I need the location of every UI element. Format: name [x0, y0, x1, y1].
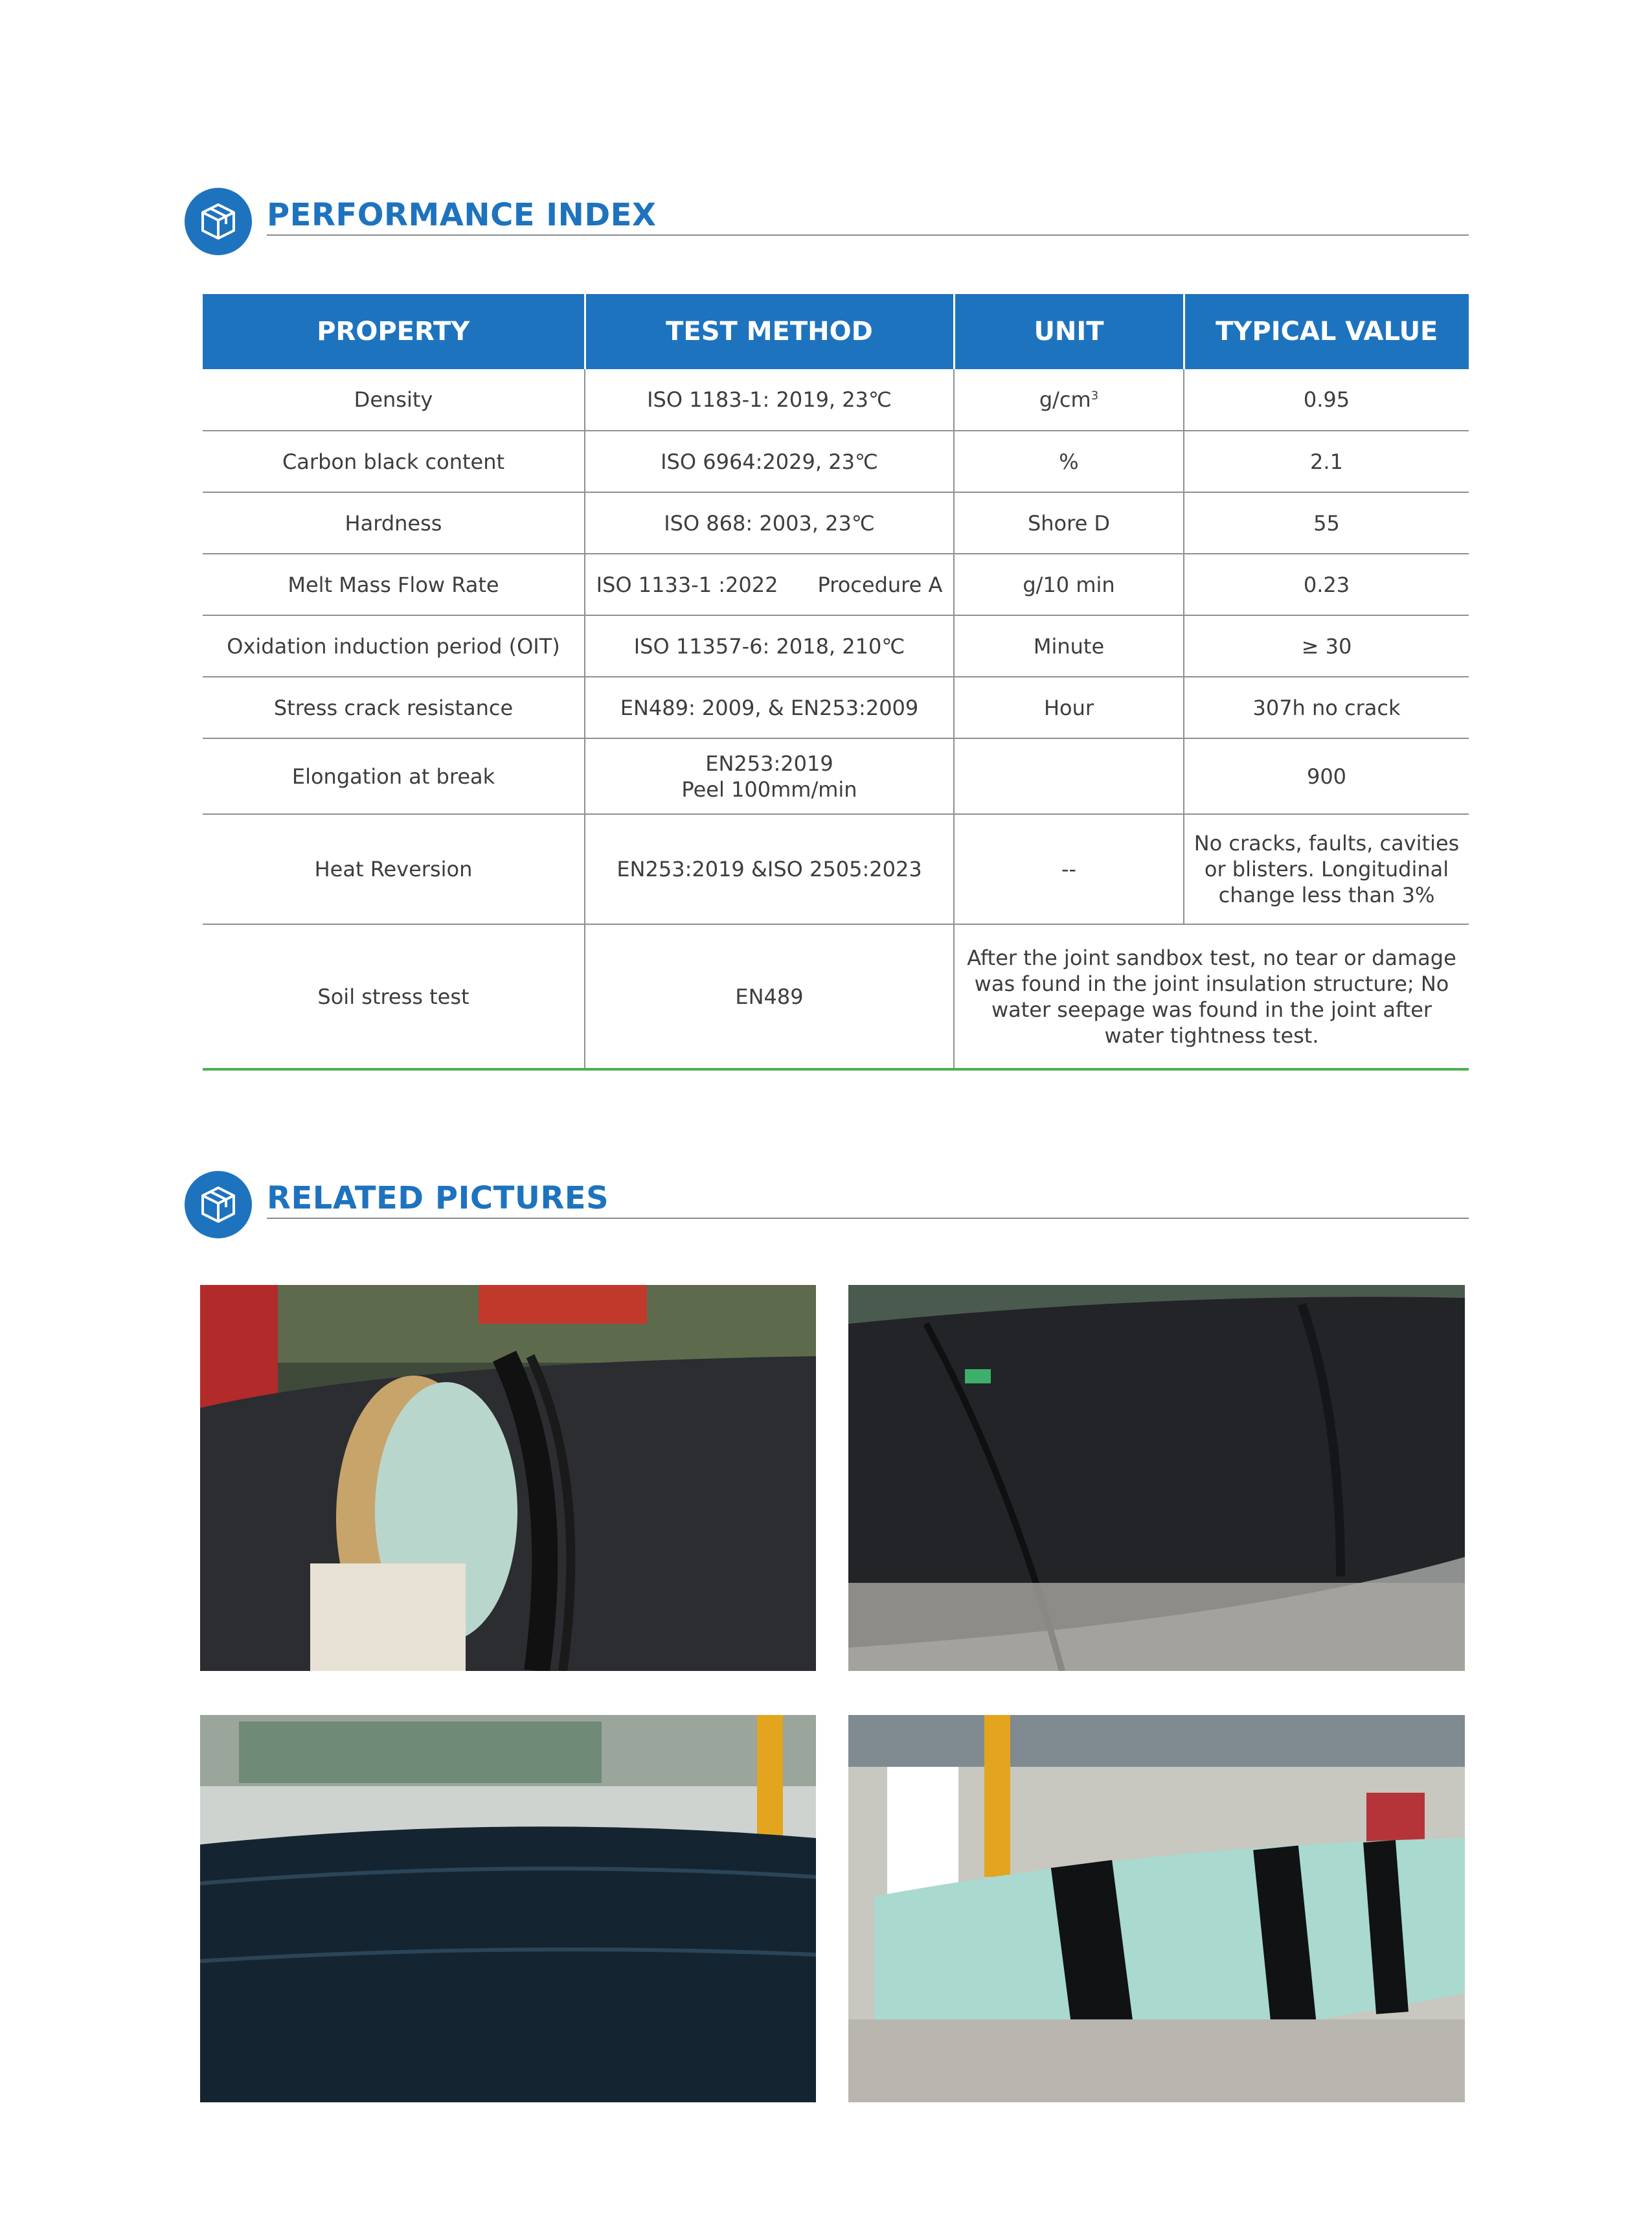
table-row: [203, 492, 1469, 554]
table-row: [203, 554, 1469, 615]
header-unit: UNIT: [954, 294, 1184, 369]
cell-value: 900: [1184, 738, 1469, 814]
method-line: Peel 100mm/min: [681, 777, 857, 802]
cell-unit: [954, 738, 1184, 814]
related-pictures-header: [185, 1171, 1469, 1249]
cell-property: Density: [203, 369, 585, 431]
cell-merged-result: After the joint sandbox test, no tear or damage was found in the joint insulation structure; No water seepage was found in the joint after water tightness test.: [954, 924, 1469, 1069]
table-row: [203, 369, 1469, 431]
unit-text: g/cm: [1039, 387, 1091, 412]
cell-method: ISO 1133-1 :2022 Procedure A: [585, 554, 954, 615]
section-title: RELATED PICTURES: [267, 1180, 609, 1216]
cell-method: [585, 738, 954, 814]
header-property: PROPERTY: [203, 294, 585, 369]
cell-method: ISO 1183-1: 2019, 23℃: [585, 369, 954, 431]
header-typical-value: TYPICAL VALUE: [1184, 294, 1469, 369]
cell-unit: Hour: [954, 677, 1184, 738]
cell-property: Hardness: [203, 492, 585, 554]
cube-icon: [185, 188, 252, 255]
table-row: [203, 431, 1469, 492]
table-row: [203, 924, 1469, 1069]
cell-method: ISO 868: 2003, 23℃: [585, 492, 954, 554]
cell-unit: Shore D: [954, 492, 1184, 554]
cell-value: 0.23: [1184, 554, 1469, 615]
cell-unit: Minute: [954, 615, 1184, 677]
section-divider: [267, 234, 1469, 236]
cell-method: ISO 6964:2029, 23℃: [585, 431, 954, 492]
table-row: [203, 738, 1469, 814]
header-test-method: TEST METHOD: [585, 294, 954, 369]
table-row: [203, 814, 1469, 924]
cell-property: Carbon black content: [203, 431, 585, 492]
cell-value: 0.95: [1184, 369, 1469, 431]
cell-value: 2.1: [1184, 431, 1469, 492]
table-header-row: [203, 294, 1469, 369]
table-row: [203, 615, 1469, 677]
cell-method: EN253:2019 &ISO 2505:2023: [585, 814, 954, 924]
table-row: [203, 677, 1469, 738]
cell-value: 55: [1184, 492, 1469, 554]
cell-value: 307h no crack: [1184, 677, 1469, 738]
cell-unit: --: [954, 814, 1184, 924]
method-line: EN253:2019: [705, 751, 833, 776]
cell-method: EN489: 2009, & EN253:2009: [585, 677, 954, 738]
taped-pipe-photo-3: [200, 1715, 816, 2102]
cell-property: Heat Reversion: [203, 814, 585, 924]
cell-property: Oxidation induction period (OIT): [203, 615, 585, 677]
cell-value: No cracks, faults, cavities or blisters. Longitudinal change less than 3%: [1184, 814, 1469, 924]
cell-unit: %: [954, 431, 1184, 492]
cell-property: Soil stress test: [203, 924, 585, 1069]
section-divider: [267, 1218, 1469, 1219]
cell-value: ≥ 30: [1184, 615, 1469, 677]
cell-property: Stress crack resistance: [203, 677, 585, 738]
cell-property: Melt Mass Flow Rate: [203, 554, 585, 615]
cell-unit: [954, 369, 1184, 431]
pipe-joint-photo-1: [200, 1285, 816, 1671]
cell-method: ISO 11357-6: 2018, 210℃: [585, 615, 954, 677]
section-title: PERFORMANCE INDEX: [267, 197, 657, 233]
unit-superscript: 3: [1091, 389, 1099, 403]
cell-unit: g/10 min: [954, 554, 1184, 615]
taped-pipe-photo-4: [848, 1715, 1465, 2102]
cell-method: EN489: [585, 924, 954, 1069]
performance-index-header: [185, 188, 1469, 266]
cube-icon: [185, 1171, 252, 1238]
performance-table: [203, 294, 1469, 1071]
cell-property: Elongation at break: [203, 738, 585, 814]
pipe-joint-photo-2: [848, 1285, 1465, 1671]
